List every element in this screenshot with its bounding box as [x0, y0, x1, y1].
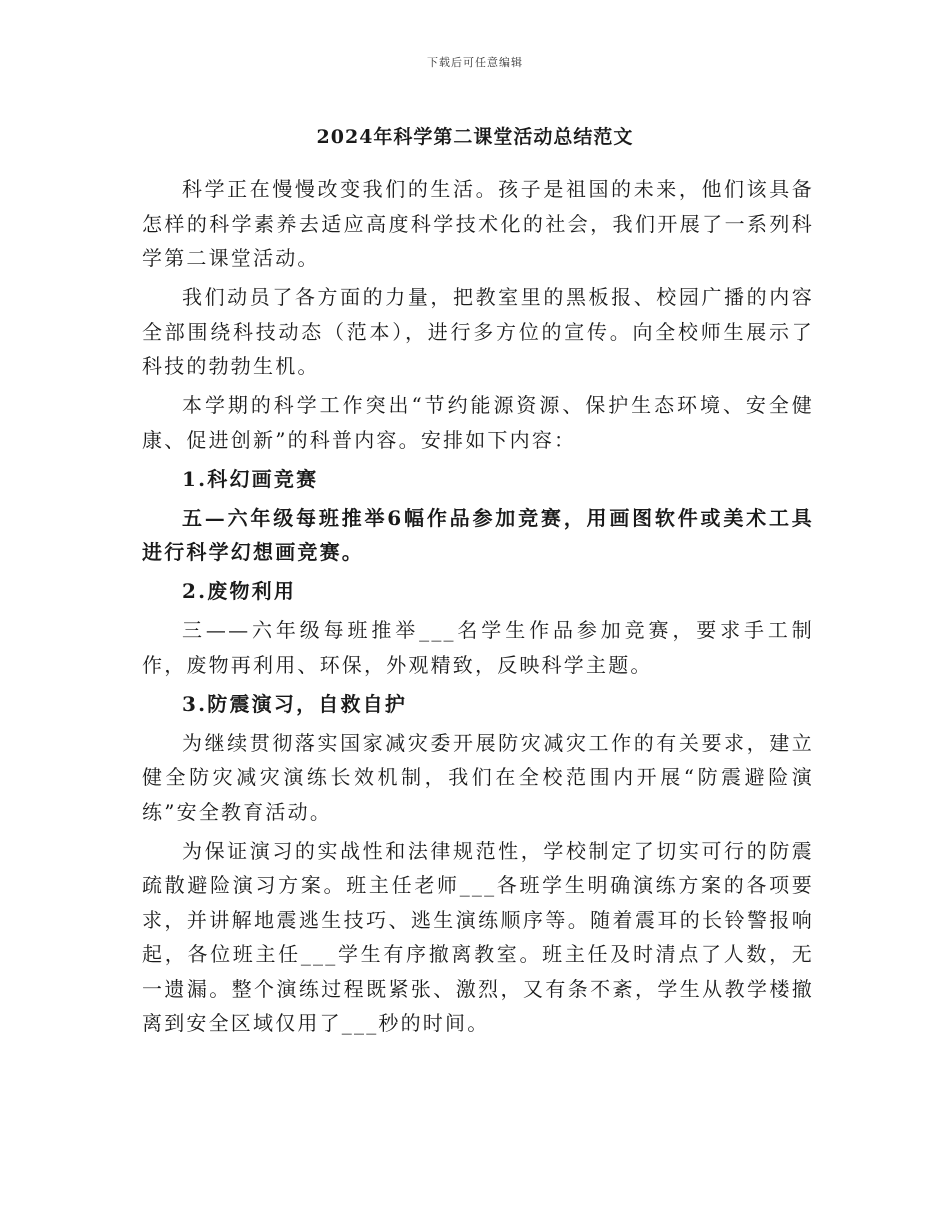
paragraph-recycling: 三——六年级每班推举___名学生作品参加竞赛，要求手工制作，废物再利用、环保，外观精致，反映科学主题。 [142, 618, 814, 677]
header-note: 下载后可任意编辑 [427, 56, 523, 69]
section-heading-2: 2.废物利用 [182, 579, 297, 603]
section-heading-1: 1.科幻画竞赛 [182, 466, 319, 491]
paragraph-focus: 本学期的科学工作突出“节约能源资源、保护生态环境、安全健康、促进创新”的科普内容。安排如下内容： [142, 393, 814, 452]
paragraph-earthquake-drill: 为继续贯彻落实国家减灾委开展防灾减灾工作的有关要求，建立健全防灾减灾演练长效机制，我们在全校范围内开展“防震避险演练”安全教育活动。 [142, 730, 814, 824]
document-title: 2024年科学第二课堂活动总结范文 [316, 126, 634, 148]
paragraph-publicity: 我们动员了各方面的力量，把教室里的黑板报、校园广播的内容全部围绕科技动态（范本），进行多方位的宣传。向全校师生展示了科技的勃勃生机。 [142, 285, 814, 378]
section-heading-3: 3.防震演习，自救自护 [182, 691, 408, 716]
paragraph-drill-details: 为保证演习的实战性和法律规范性，学校制定了切实可行的防震疏散避险演习方案。班主任老师___各班学生明确演练方案的各项要求，并讲解地震逃生技巧、逃生演练顺序等。随着震耳的长铃警报响起，各位班主任___学生有序撤离教室。班主任及时清点了人数，无一遗漏。整个演练过程既紧张、激烈，又有条不紊，学生从教学楼撤离到安全区域仅用了___秒的时间。 [142, 838, 814, 1035]
paragraph-sci-fi-drawing: 五—六年级每班推举6幅作品参加竞赛，用画图软件或美术工具进行科学幻想画竞赛。 [142, 505, 814, 564]
paragraph-intro: 科学正在慢慢改变我们的生活。孩子是祖国的未来，他们该具备怎样的科学素养去适应高度科学技术化的社会，我们开展了一系列科学第二课堂活动。 [142, 177, 814, 270]
document-body [142, 172, 814, 1041]
